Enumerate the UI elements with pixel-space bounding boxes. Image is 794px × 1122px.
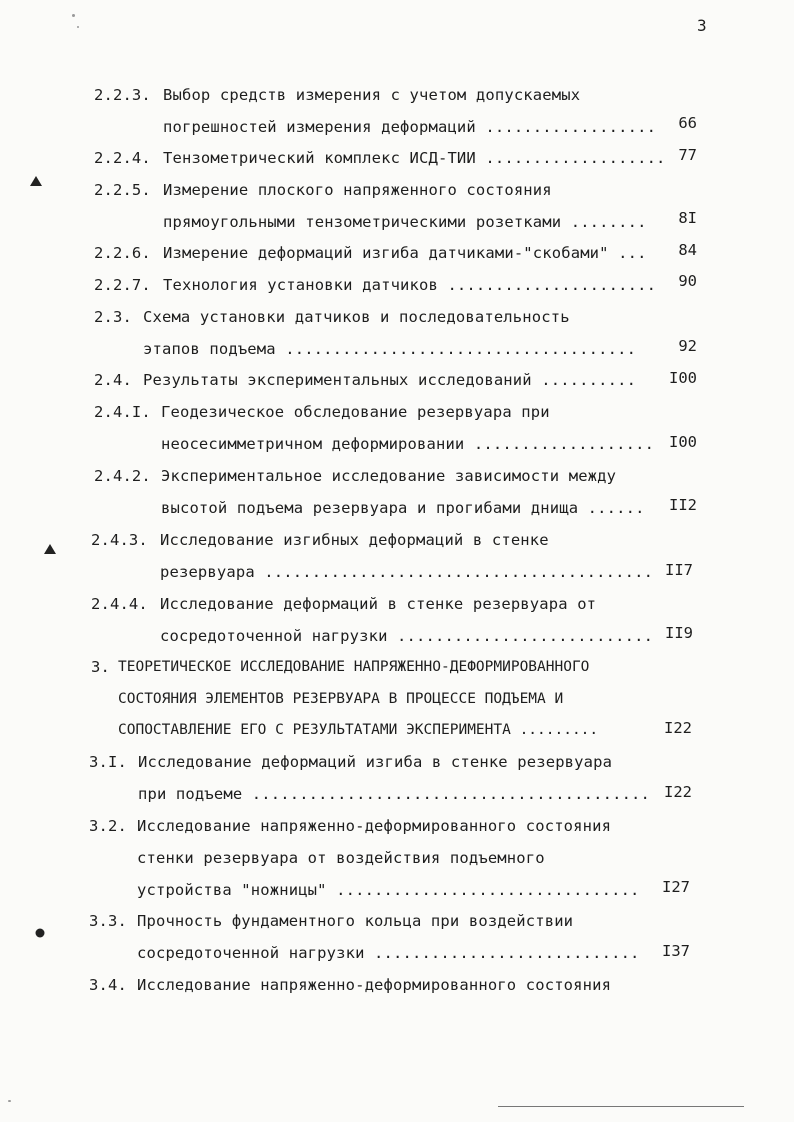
toc-line: Тензометрический комплекс ИСД-ТИИ ...................: [163, 149, 666, 167]
toc-page: II9: [665, 624, 693, 642]
toc-line: сосредоточенной нагрузки ............................: [137, 944, 640, 962]
toc-page: I37: [662, 942, 690, 960]
toc-line: Исследование напряженно-деформированного состояния: [137, 817, 612, 835]
toc-line: СОСТОЯНИЯ ЭЛЕМЕНТОВ РЕЗЕРВУАРА В ПРОЦЕССЕ ПОДЪЕМА И: [118, 691, 564, 707]
toc-num: 3.4.: [89, 976, 127, 994]
toc-line: устройства "ножницы" ................................: [137, 881, 640, 899]
toc-line: этапов подъема .....................................: [143, 340, 637, 358]
scan-speck: [77, 26, 79, 28]
toc-page: I00: [669, 369, 697, 387]
toc-num: 2.3.: [94, 308, 132, 326]
toc-line: Геодезическое обследование резервуара при: [161, 403, 550, 421]
toc-line: стенки резервуара от воздействия подъемного: [137, 849, 545, 867]
toc-page: 66: [678, 114, 697, 132]
toc-line: Экспериментальное исследование зависимости между: [161, 467, 617, 485]
scan-speck: [8, 1100, 11, 1102]
toc-line: резервуара .........................................: [160, 563, 654, 581]
toc-page: I22: [664, 783, 692, 801]
toc-num: 2.2.5.: [94, 181, 151, 199]
toc-num: 2.4.2.: [94, 467, 151, 485]
toc-line: Выбор средств измерения с учетом допускаемых: [163, 86, 581, 104]
toc-num: 3.2.: [89, 817, 127, 835]
toc-num: 2.2.7.: [94, 276, 151, 294]
toc-page: I00: [669, 433, 697, 451]
toc-page: I22: [664, 719, 692, 737]
punch-mark-icon: [44, 544, 56, 554]
toc-page: 77: [678, 146, 697, 164]
toc-line: Результаты экспериментальных исследований ..........: [143, 371, 637, 389]
toc-line: сосредоточенной нагрузки ...........................: [160, 627, 654, 645]
toc-line: погрешностей измерения деформаций ..................: [163, 118, 657, 136]
toc-num: 3.I.: [89, 753, 127, 771]
toc-line: при подъеме ..........................................: [138, 785, 651, 803]
punch-mark-icon: [30, 176, 42, 186]
toc-line: Прочность фундаментного кольца при воздействии: [137, 912, 574, 930]
toc-page: 84: [678, 241, 697, 259]
toc-num: 2.4.: [94, 371, 132, 389]
toc-line: ТЕОРЕТИЧЕСКОЕ ИССЛЕДОВАНИЕ НАПРЯЖЕННО-ДЕФОРМИРОВАННОГО: [118, 659, 590, 675]
toc-num: 2.2.3.: [94, 86, 151, 104]
toc-line: Исследование изгибных деформаций в стенке: [160, 531, 549, 549]
toc-num: 3.3.: [89, 912, 127, 930]
toc-page: I27: [662, 878, 690, 896]
toc-line: Исследование деформаций изгиба в стенке резервуара: [138, 753, 613, 771]
toc-num: 3.: [91, 658, 110, 676]
toc-num: 2.2.4.: [94, 149, 151, 167]
toc-line: Схема установки датчиков и последовательность: [143, 308, 570, 326]
toc-num: 2.4.I.: [94, 403, 151, 421]
toc-num: 2.2.6.: [94, 244, 151, 262]
toc-num: 2.4.4.: [91, 595, 148, 613]
toc-line: прямоугольными тензометрическими розетками ........: [163, 213, 647, 231]
toc-line: Исследование напряженно-деформированного состояния: [137, 976, 612, 994]
toc-page: 8I: [678, 209, 697, 227]
toc-line: Измерение деформаций изгиба датчиками-"скобами" ...: [163, 244, 647, 262]
toc-page: II2: [669, 496, 697, 514]
toc-line: высотой подъема резервуара и прогибами днища ......: [161, 499, 645, 517]
toc-line: Технология установки датчиков ......................: [163, 276, 657, 294]
toc-line: СОПОСТАВЛЕНИЕ ЕГО С РЕЗУЛЬТАТАМИ ЭКСПЕРИМЕНТА .........: [118, 722, 599, 738]
toc-num: 2.4.3.: [91, 531, 148, 549]
scan-speck: [72, 14, 75, 17]
toc-page: II7: [665, 561, 693, 579]
toc-line: неосесимметричном деформировании ...................: [161, 435, 655, 453]
page-number: 3: [697, 16, 708, 35]
toc-page: 92: [678, 337, 697, 355]
punch-mark-icon: [34, 928, 46, 938]
bottom-rule: [498, 1106, 744, 1107]
toc-line: Исследование деформаций в стенке резервуара от: [160, 595, 597, 613]
toc-line: Измерение плоского напряженного состояния: [163, 181, 552, 199]
toc-page: 90: [678, 272, 697, 290]
